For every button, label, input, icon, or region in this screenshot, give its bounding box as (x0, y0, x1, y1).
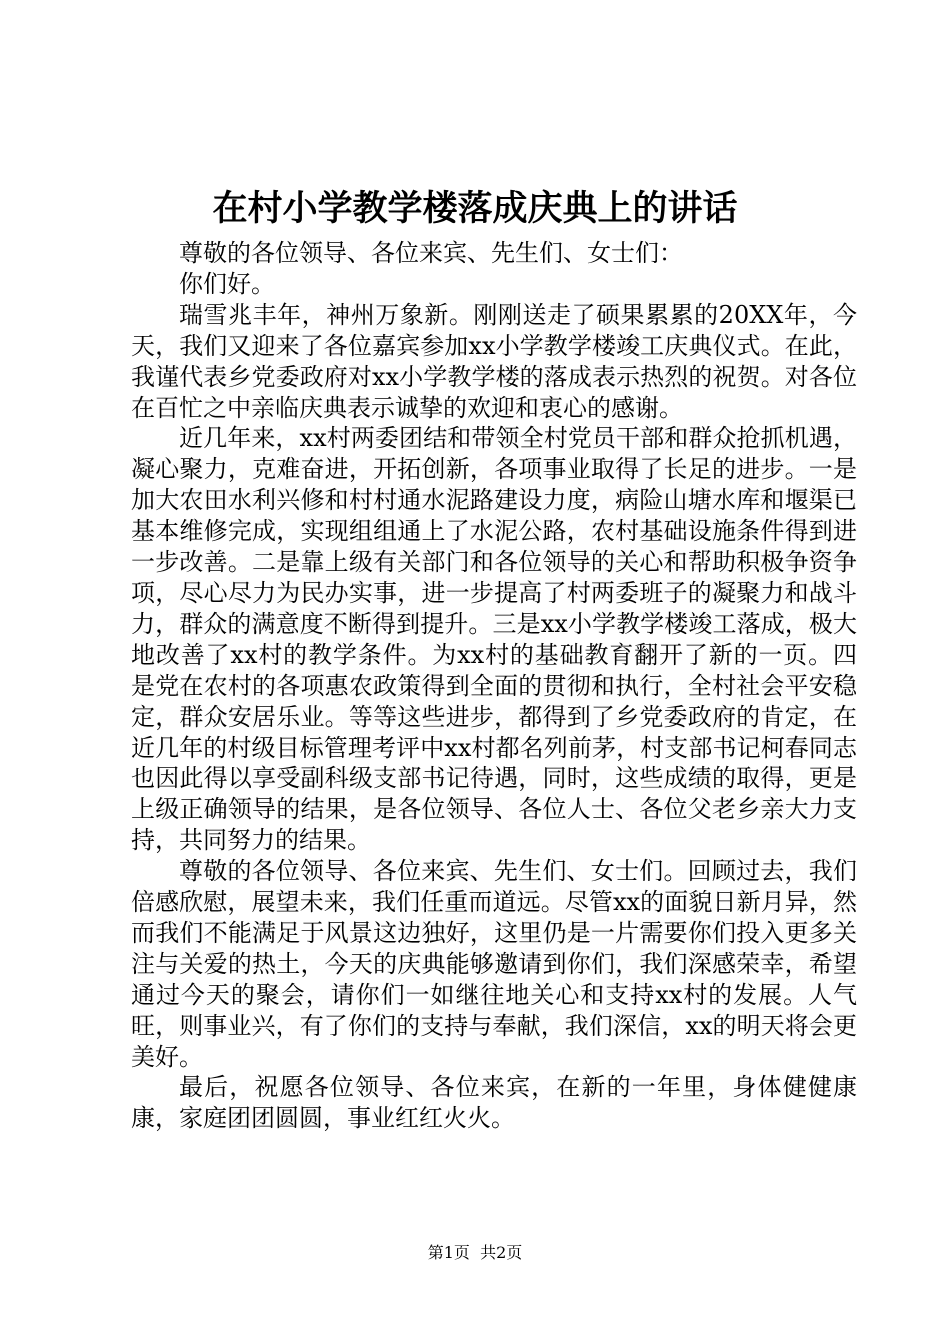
achievements-paragraph: 近几年来，xx村两委团结和带领全村党员干部和群众抢抓机遇，凝心聚力，克难奋进，开拓创新，各项事业取得了长足的进步。一是加大农田水利兴修和村村通水泥路建设力度，病险山塘水库和堰渠已基本维修完成，实现组组通上了水泥公路，农村基础设施条件得到进一步改善。二是靠上级有关部门和各位领导的关心和帮助积极争资争项，尽心尽力为民办实事，进一步提高了村两委班子的凝聚力和战斗力，群众的满意度不断得到提升。三是xx小学教学楼竣工落成，极大地改善了xx村的教学条件。为xx村的基础教育翻开了新的一页。四是党在农村的各项惠农政策得到全面的贯彻和执行，全村社会平安稳定，群众安居乐业。等等这些进步，都得到了乡党委政府的肯定，在近几年的村级目标管理考评中xx村都名列前茅，村支部书记柯春同志也因此得以享受副科级支部书记待遇，同时，这些成绩的取得，更是上级正确领导的结果，是各位领导、各位人士、各位父老乡亲大力支持，共同努力的结果。 (131, 424, 857, 855)
document-title: 在村小学教学楼落成庆典上的讲话 (212, 188, 738, 229)
greeting-paragraph: 你们好。 (179, 269, 275, 298)
closing-paragraph: 最后，祝愿各位领导、各位来宾，在新的一年里，身体健健康康，家庭团团圆圆，事业红红火火。 (131, 1073, 857, 1133)
opening-paragraph: 瑞雪兆丰年，神州万象新。刚刚送走了硕果累累的20XX年，今天，我们又迎来了各位嘉宾参加xx小学教学楼竣工庆典仪式。在此，我谨代表乡党委政府对xx小学教学楼的落成表示热烈的祝贺。对各位在百忙之中亲临庆典表示诚挚的欢迎和衷心的感谢。 (131, 300, 857, 422)
salutation-paragraph: 尊敬的各位领导、各位来宾、先生们、女士们： (179, 239, 683, 267)
page-number-footer: 第1页 共2页 (427, 1243, 523, 1262)
outlook-paragraph: 尊敬的各位领导、各位来宾、先生们、女士们。回顾过去，我们倍感欣慰，展望未来，我们任重而道远。尽管xx的面貌日新月异，然而我们不能满足于风景这边独好，这里仍是一片需要你们投入更多关注与关爱的热土，今天的庆典能够邀请到你们，我们深感荣幸，希望通过今天的聚会，请你们一如继往地关心和支持xx村的发展。人气旺，则事业兴，有了你们的支持与奉献，我们深信，xx的明天将会更美好。 (131, 857, 857, 1071)
document-body (131, 238, 857, 1134)
